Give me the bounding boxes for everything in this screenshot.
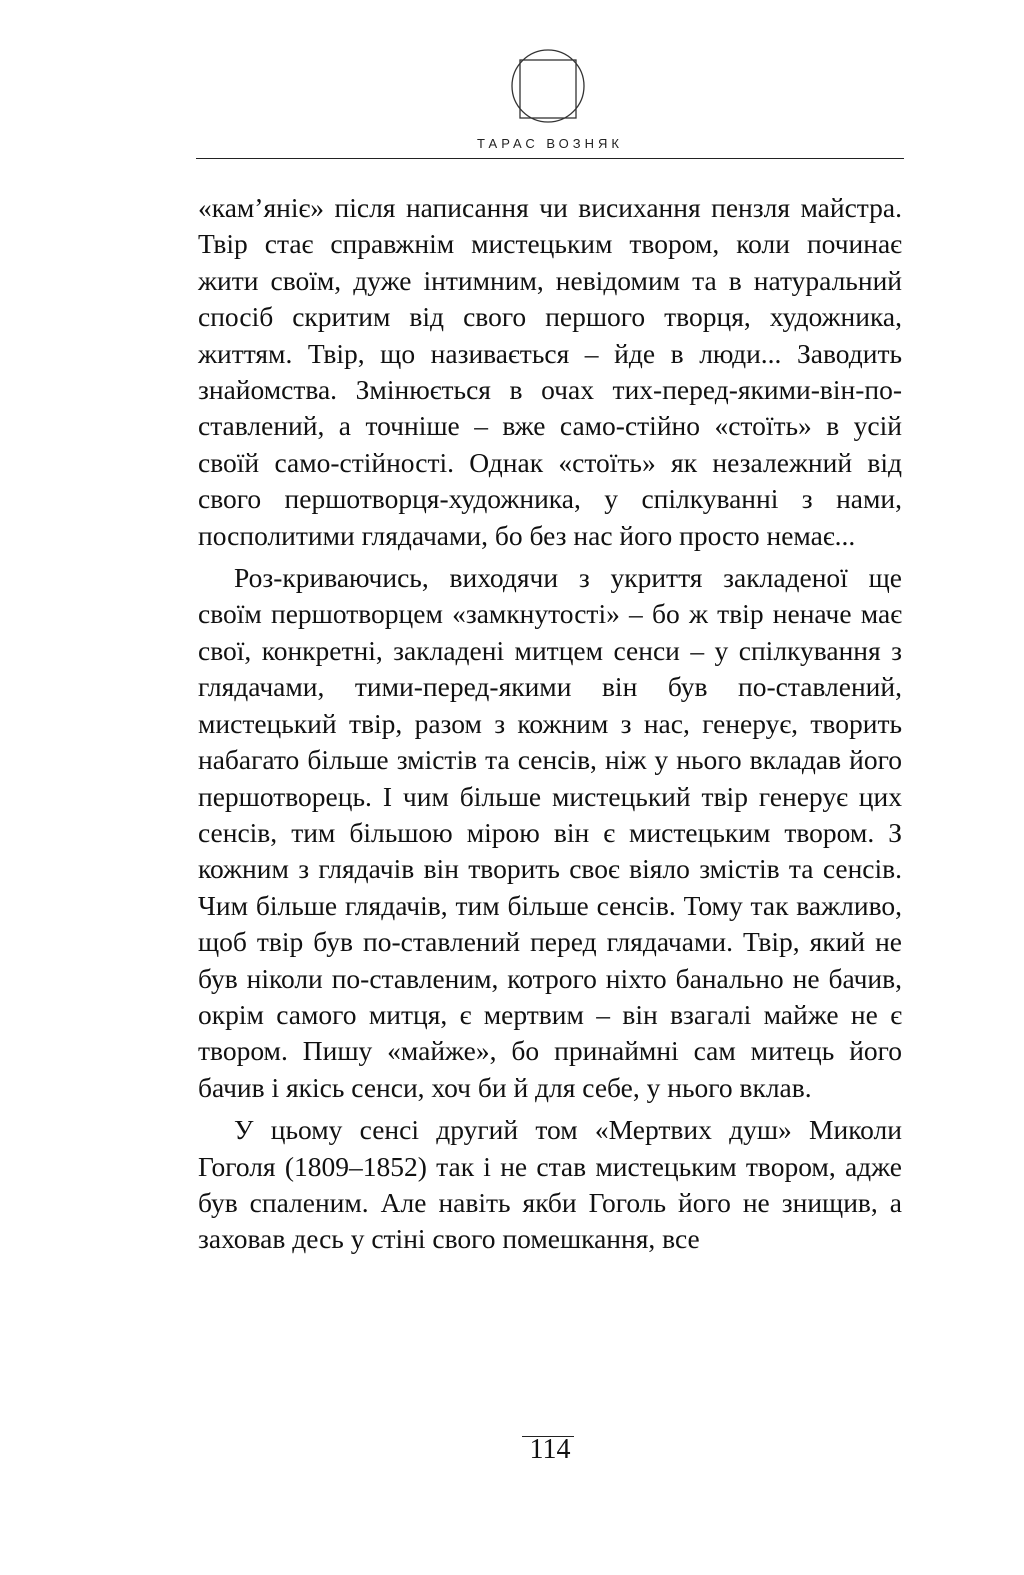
running-head: ТАРАС ВОЗНЯК bbox=[477, 136, 623, 151]
header-rule bbox=[196, 158, 904, 159]
paragraph-1: «кам’яніє» після написання чи висихання пензля майстра. Твір стає справжнім мистецьким твором, коли починає жити своїм, дуже інтимним, невідомим та в натуральний спосіб скритим від свого першого творця, художника, життям. Твір, що називається – йде в люди... Заводить знайомства. Змінюється в очах тих-перед-якими-він-по-ставлений, а точніше – вже само-стійно «стоїть» в усій своїй само-стійності. Однак «стоїть» як незалежний від свого першотворця-художника, у спілкуванні з нами, посполитими глядачами, бо без нас його просто немає... bbox=[198, 192, 902, 551]
body-text bbox=[198, 190, 902, 1264]
paragraph-3: У цьому сенсі другий том «Мертвих душ» Миколи Гоголя (1809–1852) так і не став мистецьким твором, адже був спаленим. Але навіть якби Гоголь його не знищив, а заховав десь у стіні свого помешкання, все bbox=[198, 1114, 902, 1255]
page-number: 114 bbox=[529, 1434, 571, 1465]
circle-square-logo-icon bbox=[510, 48, 586, 124]
paragraph-2: Роз-криваючись, виходячи з укриття закладеної ще своїм першотворцем «замкнутості» – бо ж твір неначе має свої, конкретні, закладені митцем сенси – у спілкування з глядачами, тими-перед-якими він був по-ставлений, мистецький твір, разом з кожним з нас, генерує, творить набагато більше змістів та сенсів, ніж у нього вкладав його першотворець. І чим більше мистецький твір генерує цих сенсів, тим більшою мірою він є мистецьким твором. З кожним з глядачів він творить своє віяло змістів та сенсів. Чим більше глядачів, тим більше сенсів. Тому так важливо, щоб твір був по-ставлений перед глядачами. Твір, який не був ніколи по-ставленим, котрого ніхто банально не бачив, окрім самого митця, є мертвим – він взагалі майже не є твором. Пишу «майже», бо принаймні сам митець його бачив і якісь сенси, хоч би й для себе, у нього вклав. bbox=[198, 562, 902, 1103]
